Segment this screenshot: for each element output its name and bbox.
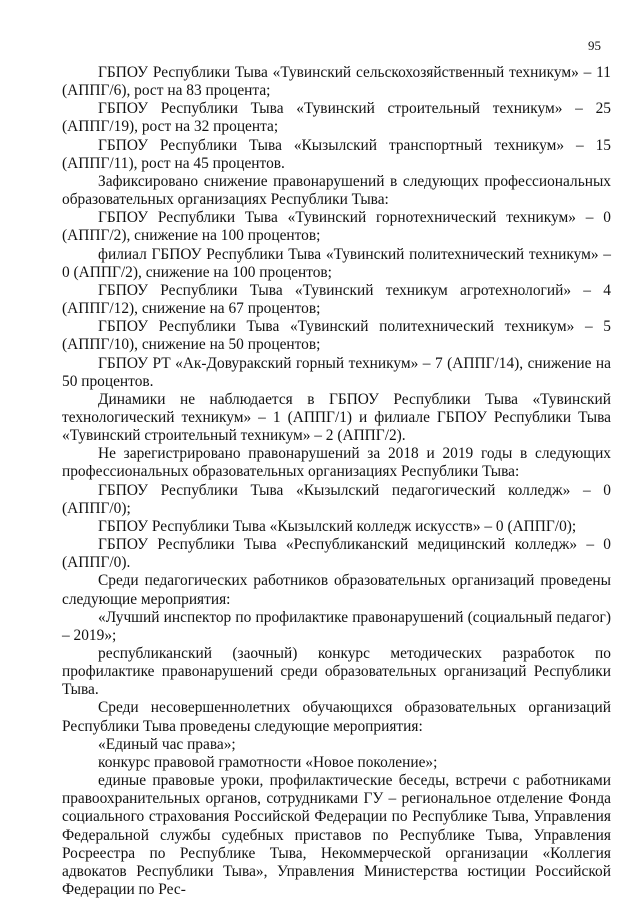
paragraph: ГБПОУ Республики Тыва «Кызылский педагогический колледж» – 0 (АППГ/0);: [62, 481, 611, 517]
paragraph: ГБПОУ Республики Тыва «Тувинский горнотехнический техникум» – 0 (АППГ/2), снижение на 100 процентов;: [62, 209, 611, 245]
document-body: [62, 64, 611, 899]
paragraph: филиал ГБПОУ Республики Тыва «Тувинский политехнический техникум» – 0 (АППГ/2), снижение на 100 процентов;: [62, 245, 611, 281]
paragraph: Зафиксировано снижение правонарушений в следующих профессиональных образовательных организациях Республики Тыва:: [62, 172, 611, 209]
paragraph: ГБПОУ Республики Тыва «Тувинский строительный техникум» – 25 (АППГ/19), рост на 32 процента;: [62, 100, 611, 136]
paragraph: конкурс правовой грамотности «Новое поколение»;: [98, 753, 438, 771]
paragraph: Не зарегистрировано правонарушений за 2018 и 2019 годы в следующих профессиональных образовательных организациях Республики Тыва:: [62, 445, 611, 481]
page-number: 95: [588, 38, 601, 53]
paragraph: республиканский (заочный) конкурс методических разработок по профилактике правонарушений среди образовательных организаций Республики Тыва.: [62, 645, 611, 699]
paragraph: ГБПОУ Республики Тыва «Кызылский транспортный техникум» – 15 (АППГ/11), рост на 45 процентов.: [62, 136, 611, 172]
paragraph: единые правовые уроки, профилактические беседы, встречи с работниками правоохранительных органов, сотрудниками ГУ – региональное отделение Фонда социального страхования Российской Федерации по Республике Тыва, Управления Федеральной службы судебных приставов по Республике Тыва, Управления Росреестра по Республике Тыва, Некоммерческой организации «Коллегия адвокатов Республики Тыва», Управления Министерства юстиции Российской Федерации по Рес-: [62, 772, 611, 899]
paragraph: Среди несовершеннолетних обучающихся образовательных организаций Республики Тыва проведены следующие мероприятия:: [62, 699, 611, 735]
paragraph: ГБПОУ Республики Тыва «Кызылский колледж искусств» – 0 (АППГ/0);: [98, 517, 577, 535]
paragraph: ГБПОУ Республики Тыва «Тувинский политехнический техникум» – 5 (АППГ/10), снижение на 50 процентов;: [62, 318, 611, 354]
paragraph: ГБПОУ Республики Тыва «Республиканский медицинский колледж» – 0 (АППГ/0).: [62, 536, 611, 572]
paragraph: Среди педагогических работников образовательных организаций проведены следующие мероприятия:: [62, 572, 611, 608]
paragraph: ГБПОУ РТ «Ак-Довуракский горный техникум» – 7 (АППГ/14), снижение на 50 процентов.: [62, 354, 611, 390]
paragraph: ГБПОУ Республики Тыва «Тувинский техникум агротехнологий» – 4 (АППГ/12), снижение на 67 процентов;: [62, 281, 611, 318]
paragraph: Динамики не наблюдается в ГБПОУ Республики Тыва «Тувинский технологический техникум» – 1 (АППГ/1) и филиале ГБПОУ Республики Тыва «Тувинский строительный техникум» – 2 (АППГ/2).: [62, 390, 611, 445]
paragraph: «Лучший инспектор по профилактике правонарушений (социальный педагог) – 2019»;: [62, 608, 611, 644]
paragraph: ГБПОУ Республики Тыва «Тувинский сельскохозяйственный техникум» – 11 (АППГ/6), рост на 83 процента;: [62, 64, 611, 100]
paragraph: «Единый час права»;: [98, 735, 236, 753]
